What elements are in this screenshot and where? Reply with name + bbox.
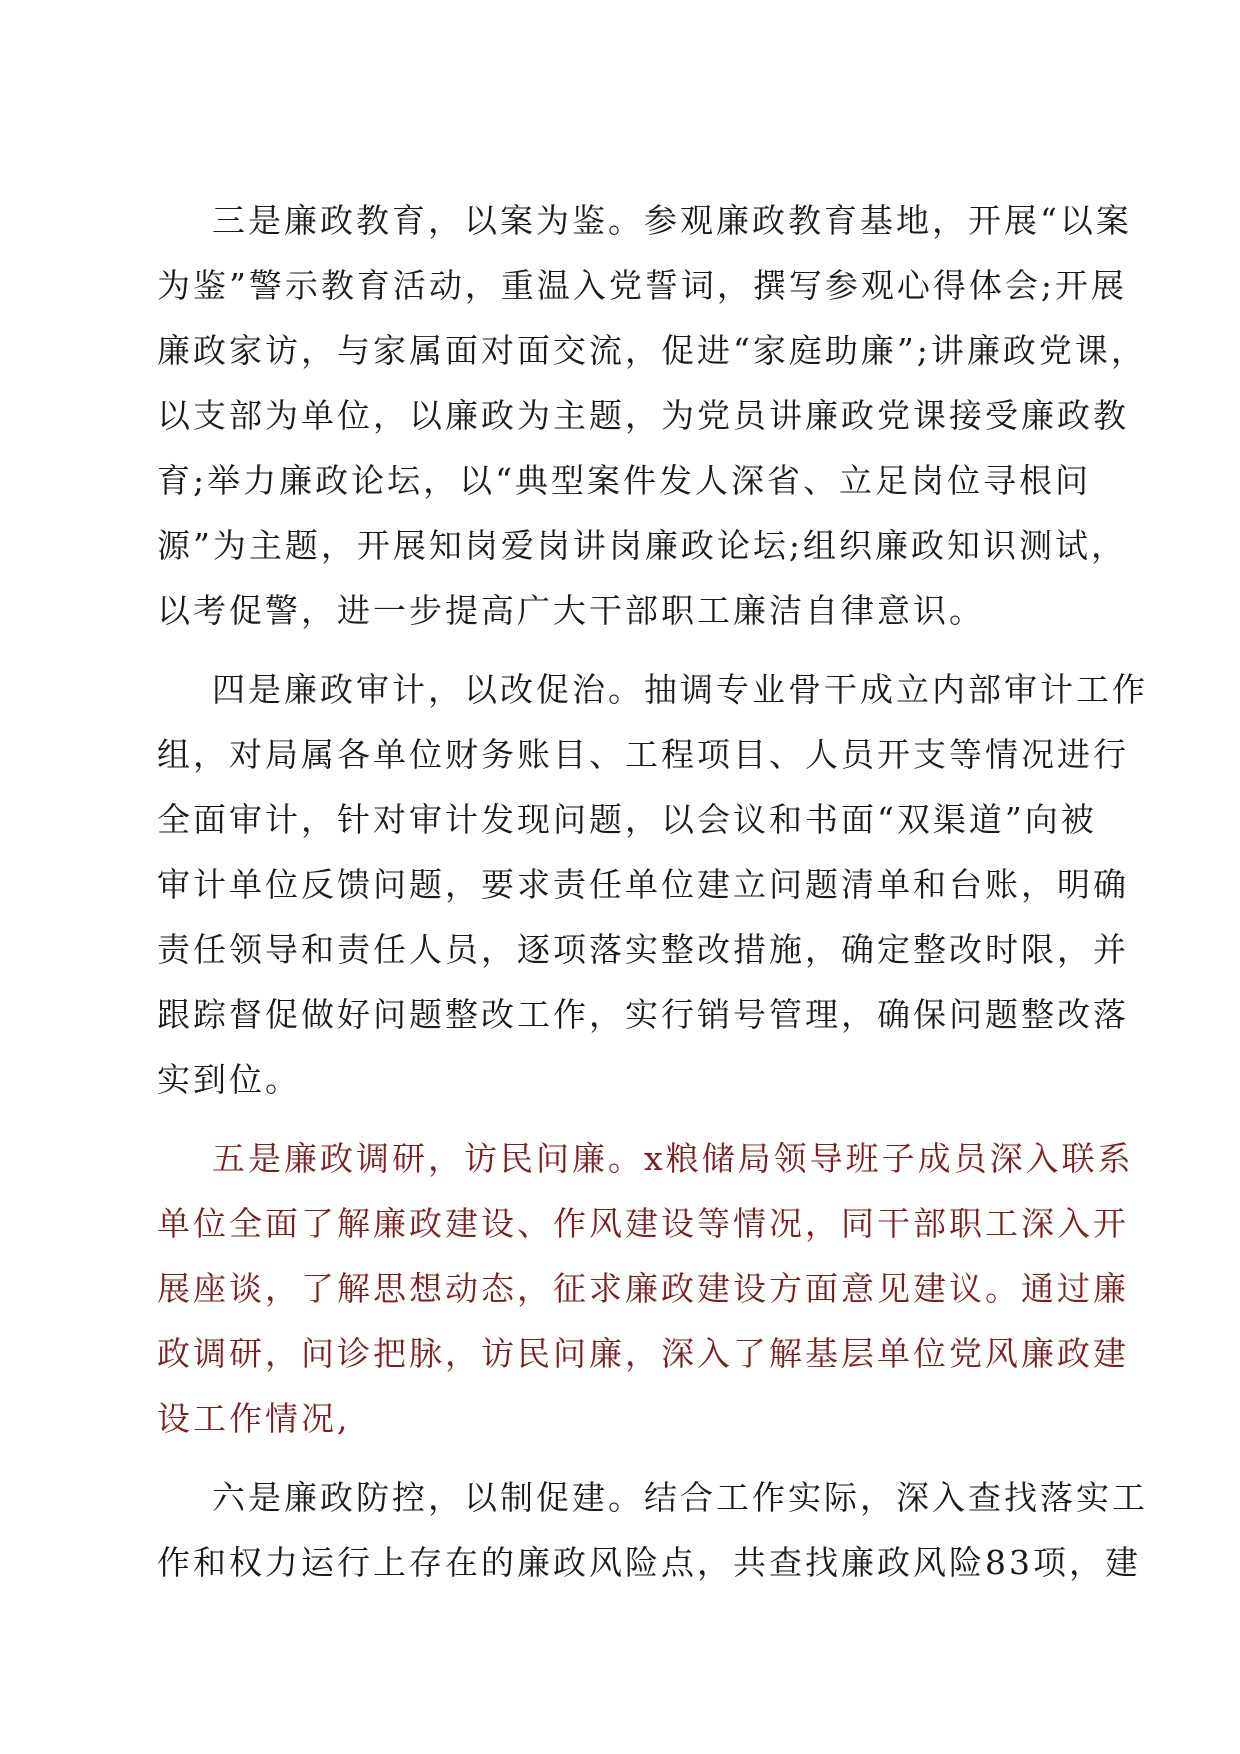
text-line: 育;举力廉政论坛，以“典型案件发人深省、立足岗位寻根问 xyxy=(157,461,1091,500)
text-line: 责任领导和责任人员，逐项落实整改措施，确定整改时限，并 xyxy=(157,930,1129,969)
text-line: 组，对局属各单位财务账目、工程项目、人员开支等情况进行 xyxy=(157,735,1129,774)
paragraph-audit xyxy=(157,657,1148,1112)
text-line: 廉政家访，与家属面对面交流，促进“家庭助廉”;讲廉政党课， xyxy=(157,331,1147,370)
paragraph-research xyxy=(157,1126,1134,1451)
text-line: 三是廉政教育，以案为鉴。参观廉政教育基地，开展“以案 xyxy=(212,201,1132,240)
text-line: 跟踪督促做好问题整改工作，实行销号管理，确保问题整改落 xyxy=(157,995,1129,1034)
text-line: 六是廉政防控，以制促建。结合工作实际，深入查找落实工 xyxy=(212,1478,1148,1517)
text-line: 政调研，问诊把脉，访民问廉，深入了解基层单位党风廉政建 xyxy=(157,1334,1129,1373)
text-line: 四是廉政审计，以改促治。抽调专业骨干成立内部审计工作 xyxy=(212,670,1148,709)
text-line: 展座谈，了解思想动态，征求廉政建设方面意见建议。通过廉 xyxy=(157,1269,1129,1308)
text-line: 单位全面了解廉政建设、作风建设等情况，同干部职工深入开 xyxy=(157,1204,1129,1243)
text-line: 为鉴”警示教育活动，重温入党誓词，撰写参观心得体会;开展 xyxy=(157,266,1127,305)
text-line: 五是廉政调研，访民问廉。x粮储局领导班子成员深入联系 xyxy=(212,1139,1134,1178)
document-body xyxy=(157,188,1148,1609)
text-line: 实到位。 xyxy=(157,1060,301,1099)
text-line: 作和权力运行上存在的廉政风险点，共查找廉政风险83项，建 xyxy=(157,1543,1141,1582)
text-line: 全面审计，针对审计发现问题，以会议和书面“双渠道”向被 xyxy=(157,800,1097,839)
text-line: 设工作情况, xyxy=(157,1399,351,1438)
text-line: 以考促警，进一步提高广大干部职工廉洁自律意识。 xyxy=(157,591,985,630)
text-line: 审计单位反馈问题，要求责任单位建立问题清单和台账，明确 xyxy=(157,865,1129,904)
text-line: 源”为主题，开展知岗爱岗讲岗廉政论坛;组织廉政知识测试， xyxy=(157,526,1127,565)
paragraph-prevention xyxy=(157,1465,1148,1595)
text-line: 以支部为单位，以廉政为主题，为党员讲廉政党课接受廉政教 xyxy=(157,396,1129,435)
paragraph-education xyxy=(157,188,1147,643)
